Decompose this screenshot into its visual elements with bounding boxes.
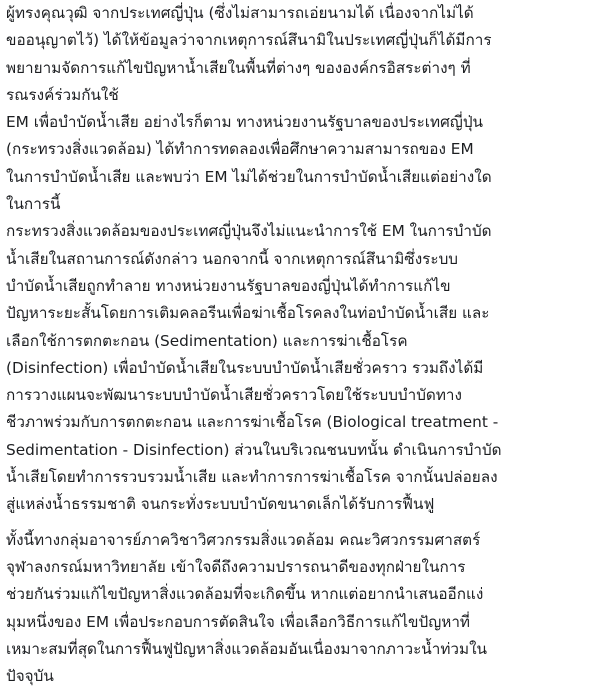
paragraph-3: กระทรวงสิ่งแวดล้อมของประเทศญี่ปุ่นจึงไม่แนะนำการใช้ EM ในการบำบัด น้ำเสียในสถานการณ์ดังกล่าว นอกจากนี้ จากเหตุการณ์สึนามิซึ่งระบบ บำบัดน้ำเสียถูกทำลาย ทางหน่วยงานรัฐบาลของญี่ปุ่นได้ทำการแก้ไข ปัญหาระยะสั้นโดยการเติมคลอรีนเพื่อฆ่าเชื้อโรคลงในท่อบำบัดน้ำเสีย และ เลือกใช้การตกตะกอน (Sedimentation) และการฆ่าเชื้อโรค (Disinfection) เพื่อบำบัดน้ำเสียในระบบบำบัดน้ำเสียชั่วคราว รวมถึงได้มี การวางแผนจะพัฒนาระบบบำบัดน้ำเสียชั่วคราวโดยใช้ระบบบำบัดทาง ชีวภาพร่วมกับการตกตะกอน และการฆ่าเชื้อโรค (Biological treatment - Sedimentation - Disinfection) ส่วนในบริเวณชนบทนั้น ดำเนินการบำบัด น้ำเสียโดยทำการรวบรวมน้ำเสีย และทำการการฆ่าเชื้อโรค จากนั้นปล่อยลง สู่แหล่งน้ำธรรมชาติ จนกระทั่งระบบบำบัดขนาดเล็กได้รับการฟื้นฟู (6, 222, 502, 514)
paragraph-1: ผู้ทรงคุณวุฒิ จากประเทศญี่ปุ่น (ซึ่งไม่สามารถเอ่ยนามได้ เนื่องจากไม่ได้ ขออนุญาตไว้) ได้ให้ข้อมูลว่าจากเหตุการณ์สึนามิในประเทศญี่ปุ่นก็ได้มีการ พยายามจัดการแก้ไขปัญหาน้ำเสียในพื้นที่ต่างๆ ขององค์กรอิสระต่างๆ ที่ รณรงค์ร่วมกันใช้ (6, 4, 492, 104)
paragraph-4: ทั้งนี้ทางกลุ่มอาจารย์ภาควิชาวิศวกรรมสิ่งแวดล้อม คณะวิศวกรรมศาสตร์ จุฬาลงกรณ์มหาวิทยาลัย เข้าใจดีถึงความปรารถนาดีของทุกฝ่ายในการ ช่วยกันร่วมแก้ไขปัญหาสิ่งแวดล้อมที่จะเกิดขึ้น หากแต่อยากนำเสนออีกแง่ มุมหนึ่งของ EM เพื่อประกอบการตัดสินใจ เพื่อเลือกวิธีการแก้ไขปัญหาที่ เหมาะสมที่สุดในการฟื้นฟูปัญหาสิ่งแวดล้อมอันเนื่องมาจากภาวะน้ำท่วมใน ปัจจุบัน (6, 530, 488, 686)
post-body (6, 0, 594, 690)
paragraph-2: EM เพื่อบำบัดน้ำเสีย อย่างไรก็ตาม ทางหน่วยงานรัฐบาลของประเทศญี่ปุ่น (กระทรวงสิ่งแวดล้อม) ได้ทำการทดลองเพื่อศึกษาความสามารถของ EM ในการบำบัดน้ำเสีย และพบว่า EM ไม่ได้ช่วยในการบำบัดน้ำเสียแต่อย่างใด ในการนี้ (6, 113, 492, 214)
